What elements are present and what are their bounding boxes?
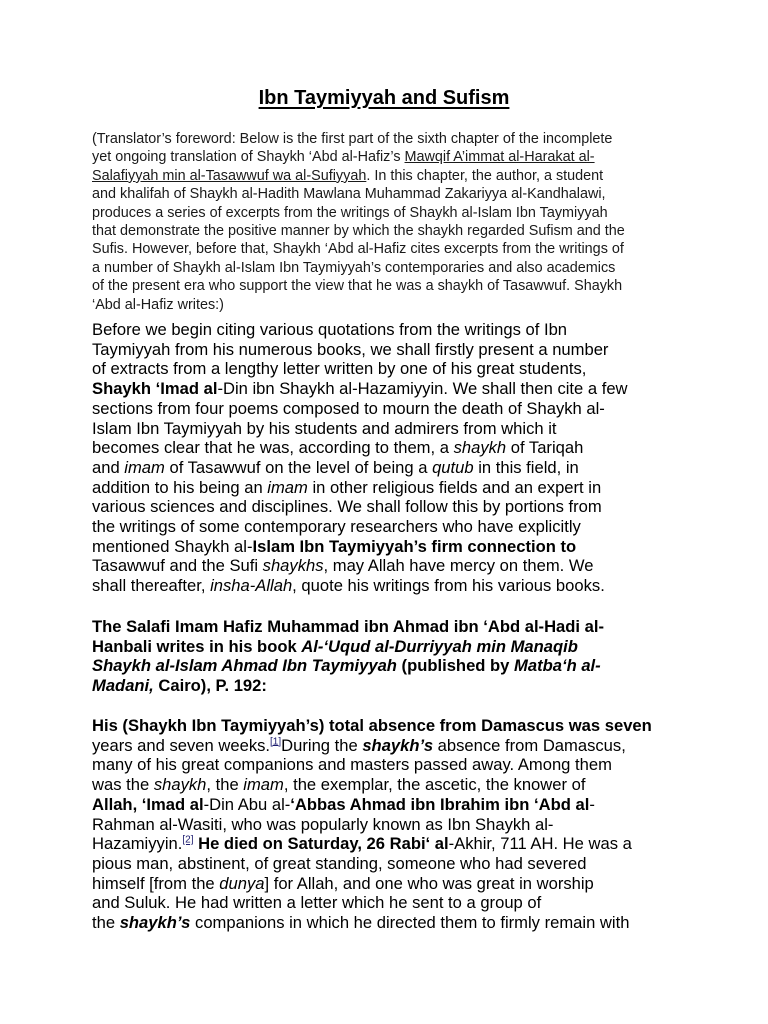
footnote-link-2[interactable]: [2] xyxy=(182,834,194,846)
text-line: Rahman al-Wasiti, who was popularly known as Ibn Shaykh al- xyxy=(92,814,554,834)
citation-heading xyxy=(92,617,678,696)
text-line: the shaykh’s companions in which he directed them to firmly remain with xyxy=(92,913,630,933)
text-line: years and seven weeks.[1]During the shaykh’s absence from Damascus, xyxy=(92,735,626,755)
text-line: Hazamiyyin.[2] He died on Saturday, 26 Rabi‘ al-Akhir, 711 AH. He was a xyxy=(92,834,632,854)
text-line: shall thereafter, insha-Allah, quote his writings from his various books. xyxy=(92,576,605,596)
quotation-paragraph xyxy=(92,716,678,933)
footnote-link-1[interactable]: [1] xyxy=(270,736,282,748)
text-line: Islam Ibn Taymiyyah by his students and admirers from which it xyxy=(92,418,557,438)
foreword-line: a number of Shaykh al-Islam Ibn Taymiyyah’s contemporaries and also academics xyxy=(92,259,616,276)
text-line: The Salafi Imam Hafiz Muhammad ibn Ahmad ibn ‘Abd al-Hadi al- xyxy=(92,617,605,636)
text-line: Taymiyyah from his numerous books, we shall firstly present a number xyxy=(92,339,609,359)
foreword-line: Salafiyyah min al-Tasawwuf wa al-Sufiyyah. In this chapter, the author, a student xyxy=(92,167,604,184)
foreword-line: Sufis. However, before that, Shaykh ‘Abd al-Hafiz cites excerpts from the writings of xyxy=(92,241,624,258)
intro-paragraph xyxy=(92,320,678,596)
foreword-line: that demonstrate the positive manner by which the shaykh regarded Sufism and the xyxy=(92,223,625,240)
foreword-line: (Translator’s foreword: Below is the first part of the sixth chapter of the incomplete xyxy=(92,131,613,147)
text-line: Tasawwuf and the Sufi shaykhs, may Allah have mercy on them. We xyxy=(92,556,594,576)
book-title-link[interactable]: Mawqif A’immat al-Harakat al- xyxy=(404,149,595,166)
text-line: Hanbali writes in his book Al-‘Uqud al-Durriyyah min Manaqib xyxy=(92,636,578,656)
text-line: himself [from the dunya] for Allah, and one who was great in worship xyxy=(92,873,594,893)
foreword-line: and khalifah of Shaykh al-Hadith Mawlana Muhammad Zakariyya al-Kandhalawi, xyxy=(92,186,606,203)
text-line: the writings of some contemporary researchers who have explicitly xyxy=(92,517,581,537)
text-line: was the shaykh, the imam, the exemplar, the ascetic, the knower of xyxy=(92,775,586,795)
book-title-link-cont[interactable]: Salafiyyah min al-Tasawwuf wa al-Sufiyyah xyxy=(92,167,367,184)
text-line: His (Shaykh Ibn Taymiyyah’s) total absence from Damascus was seven xyxy=(92,716,652,735)
text-line: pious man, abstinent, of great standing, someone who had severed xyxy=(92,853,587,873)
text-line: addition to his being an imam in other religious fields and an expert in xyxy=(92,477,602,497)
translator-foreword xyxy=(92,130,682,314)
text-line: and Suluk. He had written a letter which he sent to a group of xyxy=(92,893,542,913)
text-line: and imam of Tasawwuf on the level of being a qutub in this field, in xyxy=(92,457,579,477)
text-line: Shaykh al-Islam Ahmad Ibn Taymiyyah (published by Matba‘h al- xyxy=(92,656,601,676)
text-line: various sciences and disciplines. We shall follow this by portions from xyxy=(92,497,602,517)
foreword-line: produces a series of excerpts from the writings of Shaykh al-Islam Ibn Taymiyyah xyxy=(92,204,608,221)
foreword-line: of the present era who support the view that he was a shaykh of Tasawwuf. Shaykh xyxy=(92,278,623,295)
text-line: mentioned Shaykh al-Islam Ibn Taymiyyah’s firm connection to xyxy=(92,536,577,556)
document-title: Ibn Taymiyyah and Sufism xyxy=(258,87,510,109)
text-line: Madani, Cairo), P. 192: xyxy=(92,676,267,696)
text-line: Before we begin citing various quotations from the writings of Ibn xyxy=(92,320,568,339)
text-line: Allah, ‘Imad al-Din Abu al-‘Abbas Ahmad ibn Ibrahim ibn ‘Abd al- xyxy=(92,794,595,814)
text-line: becomes clear that he was, according to them, a shaykh of Tariqah xyxy=(92,438,584,458)
text-line: of extracts from a lengthy letter written by one of his great students, xyxy=(92,359,587,379)
text-line: Shaykh ‘Imad al-Din ibn Shaykh al-Hazamiyyin. We shall then cite a few xyxy=(92,379,628,399)
text-line: many of his great companions and masters passed away. Among them xyxy=(92,755,612,775)
foreword-line: yet ongoing translation of Shaykh ‘Abd al-Hafiz’s Mawqif A’immat al-Harakat al- xyxy=(92,149,595,166)
foreword-line: ‘Abd al-Hafiz writes:) xyxy=(92,296,224,313)
text-line: sections from four poems composed to mourn the death of Shaykh al- xyxy=(92,398,605,418)
